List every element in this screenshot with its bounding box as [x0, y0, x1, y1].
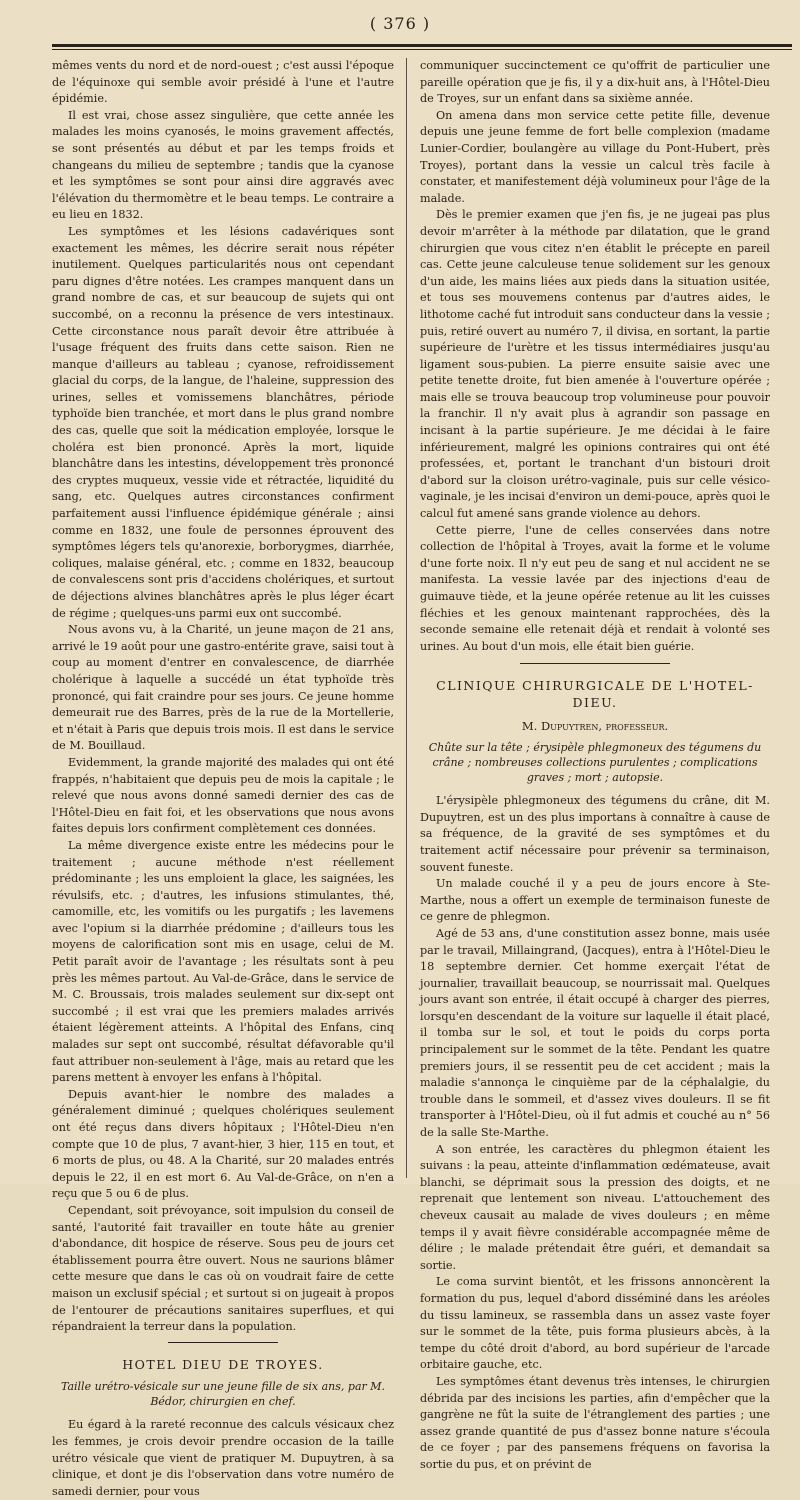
header-rule: [52, 44, 792, 50]
right-column: [420, 58, 770, 1474]
left-paragraph-3: Les symptômes et les lésions cadavériques sont exactement les mêmes, les décrire serait nous répéter inutilement. Quelques particularités nous ont cependant paru dignes d'être notées. Les crampes manquent dans un grand nombre de cas, et sur beaucoup de sujets qui ont succombé, on a reconnu la présence de vers intestinaux. Cette circonstance nous paraît devoir être attribuée à l'usage fréquent des fruits dans cette saison. Rien ne manque d'ailleurs au tableau ; cyanose, refroidissement glacial du corps, de la langue, de l'haleine, suppression des urines, selles et vomissemens blanchâtres, période typhoïde bien tranchée, et mort dans le plus grand nombre des cas, quelle que soit la médication employée, lorsque le choléra est bien prononcé. Après la mort, liquide blanchâtre dans les intestins, développement très prononcé des cryptes muqueux, vessie vide et rétractée, liquidité du sang, etc. Quelques autres circonstances confirment parfaitement aussi l'influence épidémique générale ; ainsi comme en 1832, une foule de personnes éprouvent des symptômes légers tels qu'anorexie, borborygmes, diarrhée, coliques, malaise général, etc. ; comme en 1832, beaucoup de convalescens sont pris d'accidens cholériques, et surtout de déjections alvines blanchâtres après le plus léger écart de régime ; quelques-uns parmi eux ont succombé.: [52, 224, 394, 620]
section-divider: [168, 1342, 278, 1343]
page-number: ( 376 ): [369, 14, 431, 33]
clinique-paragraph-1: L'érysipèle phlegmoneux des tégumens du crâne, dit M. Dupuytren, est un des plus importans à connaître à cause de sa fréquence, de la gravité de ses symptômes et du traitement actif nécessaire pour prévenir sa terminaison, souvent funeste.: [420, 794, 770, 874]
left-paragraph-7: Depuis avant-hier le nombre des malades a généralement diminué ; quelques cholériques seulement ont été reçus dans divers hôpitaux ; l'Hôtel-Dieu n'en compte que 10 de plus, 7 avant-hier, 3 hier, 115 en tout, et 6 morts de plus, ou 48. A la Charité, sur 20 malades entrés depuis le 22, il en est mort 6. Au Val-de-Grâce, on n'en a reçu que 5 ou 6 de plus.: [52, 1087, 394, 1201]
left-paragraph-6: La même divergence existe entre les médecins pour le traitement ; aucune méthode n'est réellement prédominante ; les uns emploient la glace, les saignées, les révulsifs, etc. ; d'autres, les infusions stimulantes, thé, camomille, etc, les vomitifs ou les purgatifs ; les lavemens avec l'opium si la diarrhée prédomine ; d'ailleurs tous les moyens de calorification sont mis en usage, celui de M. Petit paraît avoir de l'avantage ; les résultats sont à peu près les mêmes partout. Au Val-de-Grâce, dans le service de M. C. Broussais, trois malades seulement sur dix-sept ont succombé ; il est vrai que les premiers malades arrivés étaient légèrement atteints. A l'hôpital des Enfans, cinq malades sur sept ont succombé, résultat défavorable qu'il faut attribuer non-seulement à l'âge, mais au retard que les parens mettent à envoyer les enfans à l'hôpital.: [52, 838, 394, 1085]
section-subtitle-clinique: Chûte sur la tête ; érysipèle phlegmoneux des tégumens du crâne ; nombreuses collections purulentes ; complications graves ; mort ; autopsie.: [428, 741, 762, 785]
left-paragraph-4: Nous avons vu, à la Charité, un jeune maçon de 21 ans, arrivé le 19 août pour une gastro-entérite grave, saisi tout à coup au moment d'entrer en convalescence, de diarrhée cholérique à laquelle a succédé un état typhoïde très prononcé, qui fait craindre pour ses jours. Ce jeune homme demeurait rue des Barres, près de la rue de la Mortellerie, et n'était à Paris que depuis trois mois. Il est dans le service de M. Bouillaud.: [52, 623, 394, 753]
left-paragraph-8: Cependant, soit prévoyance, soit impulsion du conseil de santé, l'autorité fait travailler en toute hâte au grenier d'abondance, dit hospice de réserve. Sous peu de jours cet établissement pourra être ouvert. Nous ne saurions blâmer cette mesure que dans le cas où on voudrait faire de cette maison un exclusif spécial ; et surtout si on jugeait à propos de l'entourer de précautions sanitaires superflues, et qui répandraient la terreur dans la population.: [52, 1203, 394, 1334]
section-title-troyes: HOTEL DIEU DE TROYES.: [122, 1356, 324, 1372]
clinique-paragraph-3: Agé de 53 ans, d'une constitution assez bonne, mais usée par le travail, Millaingrand, (Jacques), entra à l'Hôtel-Dieu le 18 septembre dernier. Cet homme exerçait l'état de journalier, travaillait beaucoup, se nourrissait mal. Quelques jours avant son entrée, il était occupé à charger des pierres, lorsqu'en descendant de la voiture sur laquelle il était placé, il tomba sur le sol, et tout le poids du corps porta principalement sur le sommet de la tête. Pendant les quatre premiers jours, il se ressentit peu de cet accident ; mais la maladie s'annonça le cinquième par de la céphalalgie, du trouble dans le sommeil, et d'assez vives douleurs. Il se fit transporter à l'Hôtel-Dieu, où il fut admis et couché au n° 56 de la salle Ste-Marthe.: [420, 926, 770, 1140]
clinique-paragraph-4: A son entrée, les caractères du phlegmon étaient les suivans : la peau, atteinte d'inflammation œdémateuse, avait blanchi, se déprimait sous la pression des doigts, et ne reprenait que lentement son niveau. L'attouchement des cheveux causait au malade de vives douleurs ; en même temps il y avait fièvre considérable accompagnée même de délire ; le malade prétendait être guéri, et demandait sa sortie.: [420, 1142, 770, 1272]
left-column: [52, 58, 394, 1500]
right-paragraph-4: Cette pierre, l'une de celles conservées dans notre collection de l'hôpital à Troyes, avait la forme et le volume d'une forte noix. Il n'y eut peu de sang et nul accident ne se manifesta. La vessie lavée par des injections d'eau de guimauve tiède, et la jeune opérée retenue au lit les cuisses fléchies et les genoux maintenant rapprochées, dès la seconde semaine elle retenait déjà et rendait à volonté ses urines. Au bout d'un mois, elle était bien guérie.: [420, 523, 770, 653]
left-paragraph-1: mêmes vents du nord et de nord-ouest ; c'est aussi l'époque de l'équinoxe qui semble avoir présidé à l'une et l'autre épidémie.: [52, 59, 394, 106]
right-paragraph-1: communiquer succinctement ce qu'offrit de particulier une pareille opération que je fis, il y a dix-huit ans, à l'Hôtel-Dieu de Troyes, sur un enfant dans sa sixième année.: [420, 59, 770, 106]
troyes-paragraph-1: Eu égard à la rareté reconnue des calculs vésicaux chez les femmes, je crois devoir prendre occasion de la taille urétro vésicale que vient de pratiquer M. Dupuytren, à sa clinique, et dont je dis l'observation dans votre numéro de samedi dernier, pour vous: [52, 1418, 394, 1498]
left-paragraph-2: Il est vrai, chose assez singulière, que cette année les malades les moins cyanosés, le moins gravement affectés, se sont présentés au début et par les temps froids et changeans du milieu de septembre ; tandis que la cyanose et les symptômes se sont pour ainsi dire aggravés avec l'élévation du thermomètre et le beau temps. Le contraire a eu lieu en 1832.: [52, 108, 394, 222]
left-paragraph-5: Evidemment, la grande majorité des malades qui ont été frappés, n'habitaient que depuis peu de mois la capitale ; le relevé que nous avons donné samedi dernier des cas de l'Hôtel-Dieu en fait foi, et les observations que nous avons faites depuis lors confirment complètement ces données.: [52, 755, 394, 836]
clinique-paragraph-2: Un malade couché il y a peu de jours encore à Ste-Marthe, nous a offert un exemple de terminaison funeste de ce genre de phlegmon.: [420, 877, 770, 924]
section-title-clinique: CLINIQUE CHIRURGICALE DE L'HOTEL-DIEU.: [436, 678, 754, 710]
column-divider: [406, 58, 407, 1178]
clinique-paragraph-6: Les symptômes étant devenus très intenses, le chirurgien débrida par des incisions les parties, afin d'empêcher que la gangrène ne fût la suite de l'étranglement des parties ; une assez grande quantité de pus d'assez bonne nature s'écoula de ce foyer ; par des pansemens fréquens on favorisa la sortie du pus, et on prévint de: [420, 1374, 770, 1471]
right-paragraph-3: Dès le premier examen que j'en fis, je ne jugeai pas plus devoir m'arrêter à la méthode par dilatation, que le grand chirurgien que vous citez n'en établit le précepte en pareil cas. Cette jeune calculeuse tenue solidement sur les genoux d'un aide, les mains liées aux pieds dans la situation usitée, et tous ses mouvemens contenus par d'autres aides, le lithotome caché fut introduit sans conducteur dans la vessie ; puis, retiré ouvert au numéro 7, il divisa, en sortant, la partie supérieure de l'urètre et les tissus intermédiaires jusqu'au ligament sous-pubien. La pierre ensuite saisie avec une petite tenette droite, fut bien amenée à l'ouverture opérée ; mais elle se trouva beaucoup trop volumineuse pour pouvoir la franchir. Il n'y avait plus à agrandir son passage en incisant à la partie supérieure. Je me décidai à le faire inférieurement, malgré les opinions contraires qui ont été professées, et, portant le tranchant d'un bistouri droit d'abord sur la cloison urétro-vaginale, puis sur celle vésico-vaginale, je les incisai d'environ un demi-pouce, après quoi le calcul fut amené sans grande violence au dehors.: [420, 208, 771, 521]
section-author: M. Dupuytren, professeur.: [521, 718, 669, 733]
section-subtitle-troyes: Taille urétro-vésicale sur une jeune fille de six ans, par M. Bédor, chirurgien en chef.: [60, 1380, 386, 1409]
right-paragraph-2: On amena dans mon service cette petite fille, devenue depuis une jeune femme de fort belle complexion (madame Lunier-Cordier, boulangère au village du Pont-Hubert, près Troyes), portant dans la vessie un calcul très facile à constater, et manifestement déjà volumineux pour l'âge de la malade.: [420, 108, 770, 205]
section-divider-right: [520, 663, 670, 664]
clinique-paragraph-5: Le coma survint bientôt, et les frissons annoncèrent la formation du pus, lequel d'abord disséminé dans les aréoles du tissu lamineux, se rassembla dans un assez vaste foyer sur le sommet de la tête, puis forma plusieurs abcès, à la tempe du côté droit d'abord, au bord supérieur de l'arcade orbitaire gauche, etc.: [420, 1275, 770, 1372]
